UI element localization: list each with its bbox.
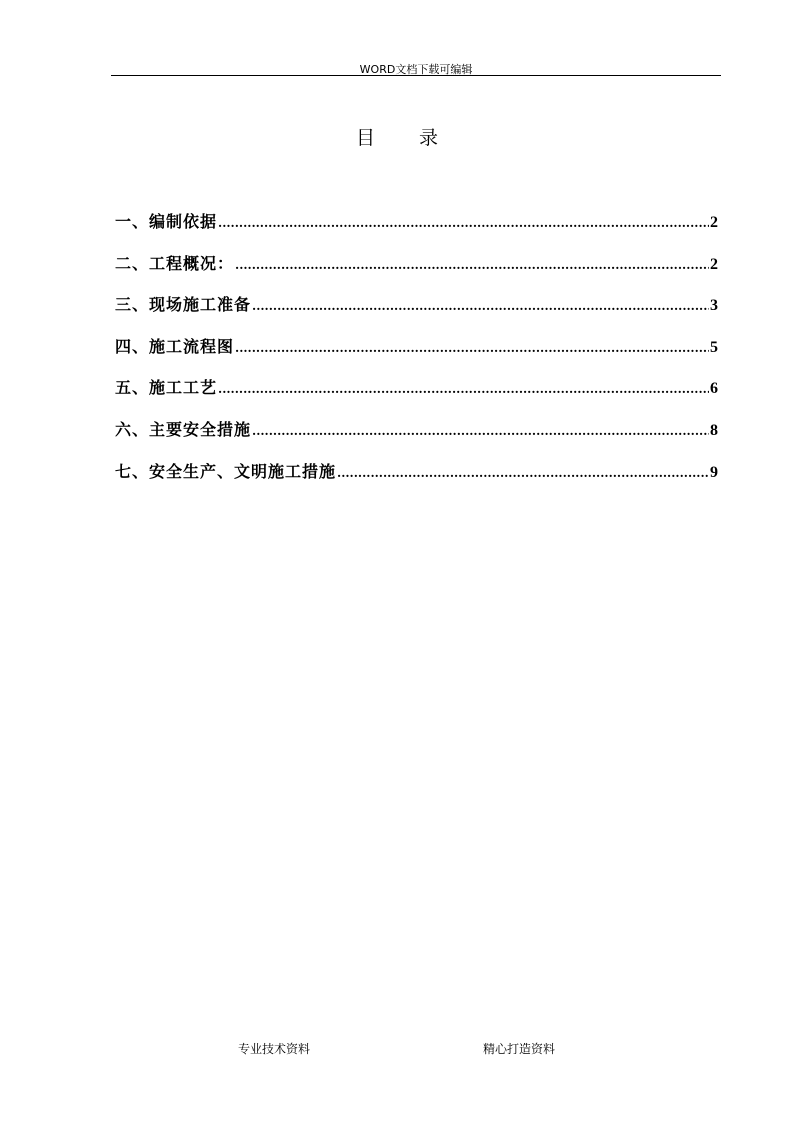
table-of-contents [115, 208, 718, 499]
toc-entry-5[interactable] [115, 374, 718, 416]
toc-entry-page: 8 [710, 421, 718, 439]
toc-entry-page: 9 [710, 463, 718, 481]
dot-leader [337, 459, 709, 487]
page-footer [0, 1041, 794, 1059]
header-text: WORD文档下载可编辑 [359, 63, 473, 76]
toc-entry-label: 一、编制依据 [115, 212, 218, 231]
toc-entry-page: 5 [710, 338, 718, 356]
dot-leader [218, 375, 709, 403]
toc-entry-page: 2 [710, 214, 718, 231]
dot-leader [218, 209, 709, 237]
toc-entry-3[interactable] [115, 291, 718, 333]
footer-right-text: 精心打造资料 [483, 1042, 556, 1056]
toc-entry-6[interactable] [115, 416, 718, 458]
footer-left-text: 专业技术资料 [238, 1042, 311, 1056]
page-header [111, 58, 721, 76]
toc-entry-1[interactable] [115, 208, 718, 250]
toc-entry-label: 七、安全生产、文明施工措施 [115, 461, 337, 481]
toc-entry-page: 2 [710, 255, 718, 273]
toc-title: 目录 [355, 127, 482, 149]
dot-leader [235, 251, 709, 279]
dot-leader [252, 417, 709, 445]
dot-leader [235, 334, 709, 362]
dot-leader [252, 292, 709, 320]
toc-entry-2[interactable] [115, 250, 718, 292]
toc-entry-page: 6 [710, 380, 718, 398]
toc-entry-page: 3 [710, 297, 718, 315]
toc-entry-label: 三、现场施工准备 [115, 295, 252, 315]
toc-entry-label: 二、工程概况： [115, 253, 235, 273]
toc-entry-label: 四、施工流程图 [115, 336, 235, 356]
toc-entry-label: 六、主要安全措施 [115, 419, 252, 439]
toc-entry-4[interactable] [115, 333, 718, 375]
toc-entry-label: 五、施工工艺 [115, 378, 218, 398]
toc-entry-7[interactable] [115, 458, 718, 500]
